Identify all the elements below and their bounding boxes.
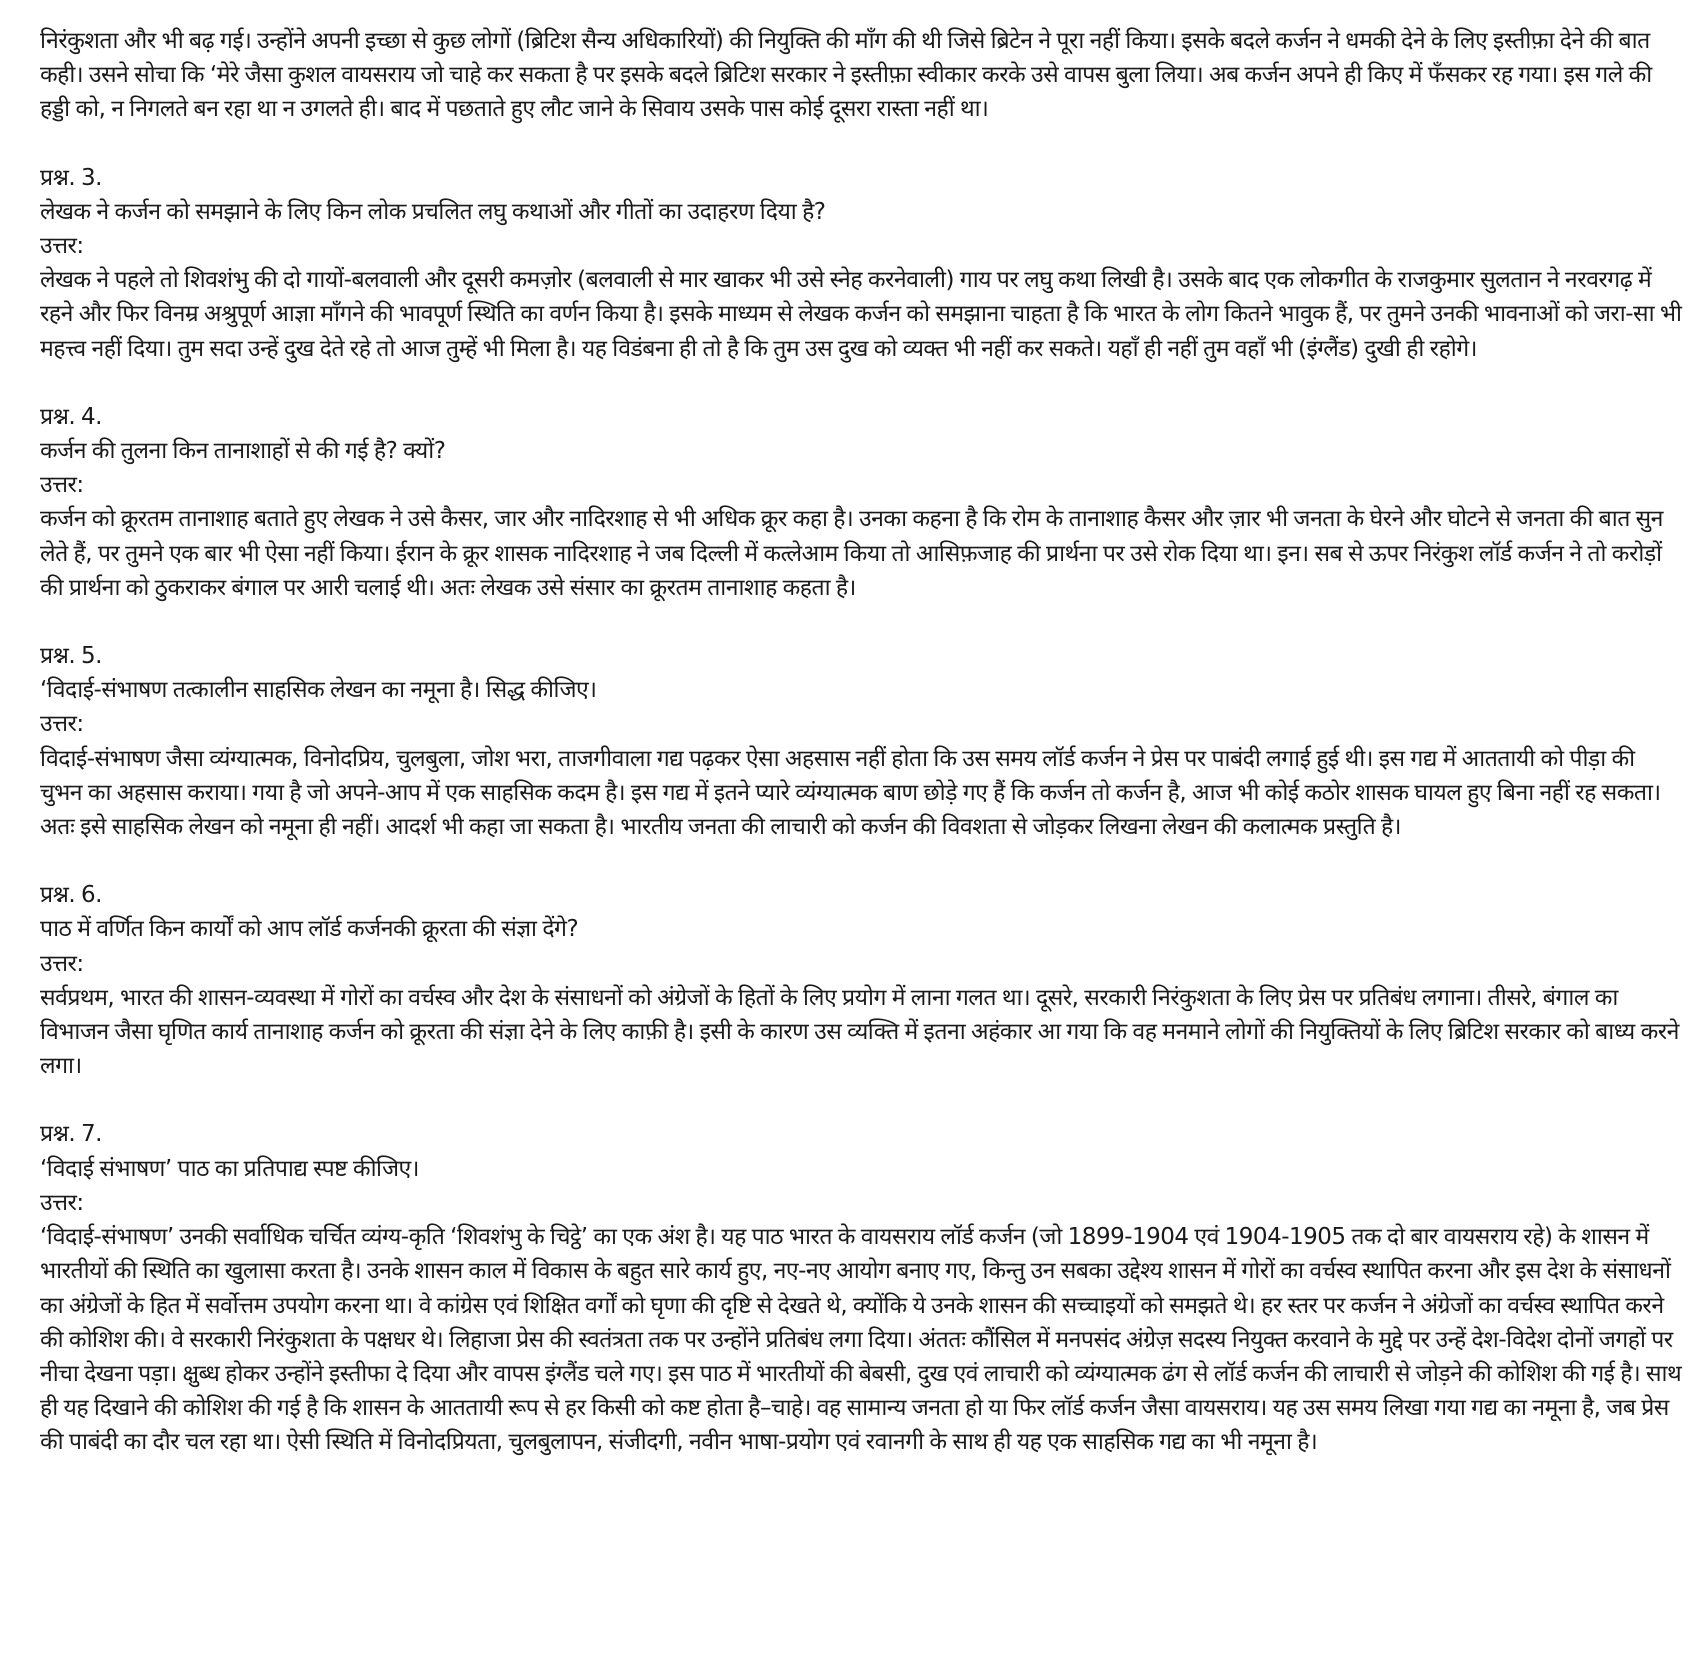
answer-label: उत्तर: — [40, 1189, 84, 1216]
qa-block-3 — [40, 161, 1682, 366]
question-text: ‘विदाई संभाषण’ पाठ का प्रतिपाद्य स्पष्ट कीजिए। — [40, 1155, 419, 1182]
qa-block-4 — [40, 400, 1682, 605]
qa-block-5 — [40, 639, 1682, 844]
question-number: प्रश्न. 4. — [40, 403, 102, 430]
answer-label: उत्तर: — [40, 472, 84, 499]
question-text: ‘विदाई-संभाषण तत्कालीन साहसिक लेखन का नमूना है। सिद्ध कीजिए। — [40, 677, 597, 704]
answer-label: उत्तर: — [40, 711, 84, 738]
qa-block-7 — [40, 1117, 1682, 1459]
question-text: कर्जन की तुलना किन तानाशाहों से की गई है? क्यों? — [40, 438, 446, 465]
answer-text: लेखक ने पहले तो शिवशंभु की दो गायों-बलवाली और दूसरी कमज़ोर (बलवाली से मार खाकर भी उसे स्नेह करनेवाली) गाय पर लघु कथा लिखी है। उसके बाद एक लोकगीत के राजकुमार सुलतान ने नरवरगढ़ में रहने और फिर विनम्र अश्रुपूर्ण आज्ञा माँगने की भावपूर्ण स्थिति का वर्णन किया है। इसके माध्यम से लेखक कर्जन को समझाना चाहता है कि भारत के लोग कितने भावुक हैं, पर तुमने उनकी भावनाओं को जरा-सा भी महत्त्व नहीं दिया। तुम सदा उन्हें दुख देते रहे तो आज तुम्हें भी मिला है। यह विडंबना ही तो है कि तुम उस दुख को व्यक्त भी नहीं कर सकते। यहाँ ही नहीं तुम वहाँ भी (इंग्लैंड) दुखी ही रहोगे। — [40, 267, 1682, 362]
answer-text: ‘विदाई-संभाषण’ उनकी सर्वाधिक चर्चित व्यंग्य-कृति ‘शिवशंभु के चिट्ठे’ का एक अंश है। यह पाठ भारत के वायसराय लॉर्ड कर्जन (जो 1899-1904 एवं 1904-1905 तक दो बार वायसराय रहे) के शासन में भारतीयों की स्थिति का खुलासा करता है। उनके शासन काल में विकास के बहुत सारे कार्य हुए, नए-नए आयोग बनाए गए, किन्तु उन सबका उद्देश्य शासन में गोरों का वर्चस्व स्थापित करना और इस देश के संसाधनों का अंग्रेजों के हित में सर्वोत्तम उपयोग करना था। वे कांग्रेस एवं शिक्षित वर्गों को घृणा की दृष्टि से देखते थे, क्योंकि ये उनके शासन की सच्चाइयों को समझते थे। हर स्तर पर कर्जन ने अंग्रेजों का वर्चस्व स्थापित करने की कोशिश की। वे सरकारी निरंकुशता के पक्षधर थे। लिहाजा प्रेस की स्वतंत्रता तक पर उन्होंने प्रतिबंध लगा दिया। अंततः कौंसिल में मनपसंद अंग्रेज़ सदस्य नियुक्त करवाने के मुद्दे पर उन्हें देश-विदेश दोनों जगहों पर नीचा देखना पड़ा। क्षुब्ध होकर उन्होंने इस्तीफा दे दिया और वापस इंग्लैंड चले गए। इस पाठ में भारतीयों की बेबसी, दुख एवं लाचारी को व्यंग्यात्मक ढंग से लॉर्ड कर्जन की लाचारी से जोड़ने की कोशिश की गई है। साथ ही यह दिखाने की कोशिश की गई है कि शासन के आततायी रूप से हर किसी को कष्ट होता है–चाहे। वह सामान्य जनता हो या फिर लॉर्ड कर्जन जैसा वायसराय। यह उस समय लिखा गया गद्य का नमूना है, जब प्रेस की पाबंदी का दौर चल रहा था। ऐसी स्थिति में विनोदप्रियता, चुलबुलापन, संजीदगी, नवीन भाषा-प्रयोग एवं रवानगी के साथ ही यह एक साहसिक गद्य का भी नमूना है। — [40, 1224, 1682, 1456]
question-text: लेखक ने कर्जन को समझाने के लिए किन लोक प्रचलित लघु कथाओं और गीतों का उदाहरण दिया है? — [40, 198, 826, 225]
answer-text: सर्वप्रथम, भारत की शासन-व्यवस्था में गोरों का वर्चस्व और देश के संसाधनों को अंग्रेजों के हितों के लिए प्रयोग में लाना गलत था। दूसरे, सरकारी निरंकुशता के लिए प्रेस पर प्रतिबंध लगाना। तीसरे, बंगाल का विभाजन जैसा घृणित कार्य तानाशाह कर्जन को क्रूरता की संज्ञा देने के लिए काफ़ी है। इसी के कारण उस व्यक्ति में इतना अहंकार आ गया कि वह मनमाने लोगों की नियुक्तियों के लिए ब्रिटिश सरकार को बाध्य करने लगा। — [40, 984, 1679, 1080]
answer-text: विदाई-संभाषण जैसा व्यंग्यात्मक, विनोदप्रिय, चुलबुला, जोश भरा, ताजगीवाला गद्य पढ़कर ऐसा अहसास नहीं होता कि उस समय लॉर्ड कर्जन ने प्रेस पर पाबंदी लगाई हुई थी। इस गद्य में आततायी को पीड़ा की चुभन का अहसास कराया। गया है जो अपने-आप में एक साहसिक कदम है। इस गद्य में इतने प्यारे व्यंग्यात्मक बाण छोड़े गए हैं कि कर्जन तो कर्जन है, आज भी कोई कठोर शासक घायल हुए बिना नहीं रह सकता। अतः इसे साहसिक लेखन को नमूना ही नहीं। आदर्श भी कहा जा सकता है। भारतीय जनता की लाचारी को कर्जन की विवशता से जोड़कर लिखना लेखन की कलात्मक प्रस्तुति है। — [40, 745, 1661, 841]
question-text: पाठ में वर्णित किन कार्यों को आप लॉर्ड कर्जनकी क्रूरता की संज्ञा देंगे? — [40, 916, 579, 943]
question-number: प्रश्न. 3. — [40, 164, 102, 191]
answer-label: उत्तर: — [40, 950, 84, 977]
question-number: प्रश्न. 5. — [40, 643, 102, 670]
question-number: प्रश्न. 7. — [40, 1121, 102, 1148]
qa-block-6 — [40, 878, 1682, 1083]
intro-paragraph: निरंकुशता और भी बढ़ गई। उन्होंने अपनी इच्छा से कुछ लोगों (ब्रिटिश सैन्य अधिकारियों) की नियुक्ति की माँग की थी जिसे ब्रिटेन ने पूरा नहीं किया। इसके बदले कर्जन ने धमकी देने के लिए इस्तीफ़ा देने की बात कही। उसने सोचा कि ‘मेरे जैसा कुशल वायसराय जो चाहे कर सकता है पर इसके बदले ब्रिटिश सरकार ने इस्तीफ़ा स्वीकार करके उसे वापस बुला लिया। अब कर्जन अपने ही किए में फँसकर रह गया। इस गले की हड्डी को, न निगलते बन रहा था न उगलते ही। बाद में पछताते हुए लौट जाने के सिवाय उसके पास कोई दूसरा रास्ता नहीं था। — [40, 28, 1652, 123]
answer-label: उत्तर: — [40, 233, 84, 260]
question-number: प्रश्न. 6. — [40, 882, 102, 909]
answer-text: कर्जन को क्रूरतम तानाशाह बताते हुए लेखक ने उसे कैसर, जार और नादिरशाह से भी अधिक क्रूर कहा है। उनका कहना है कि रोम के तानाशाह कैसर और ज़ार भी जनता के घेरने और घोटने से जनता की बात सुन लेते हैं, पर तुमने एक बार भी ऐसा नहीं किया। ईरान के क्रूर शासक नादिरशाह ने जब दिल्ली में कत्लेआम किया तो आसिफ़जाह की प्रार्थना पर उसे रोक दिया था। इन। सब से ऊपर निरंकुश लॉर्ड कर्जन ने तो करोड़ों की प्रार्थना को ठुकराकर बंगाल पर आरी चलाई थी। अतः लेखक उसे संसार का क्रूरतम तानाशाह कहता है। — [40, 506, 1663, 601]
